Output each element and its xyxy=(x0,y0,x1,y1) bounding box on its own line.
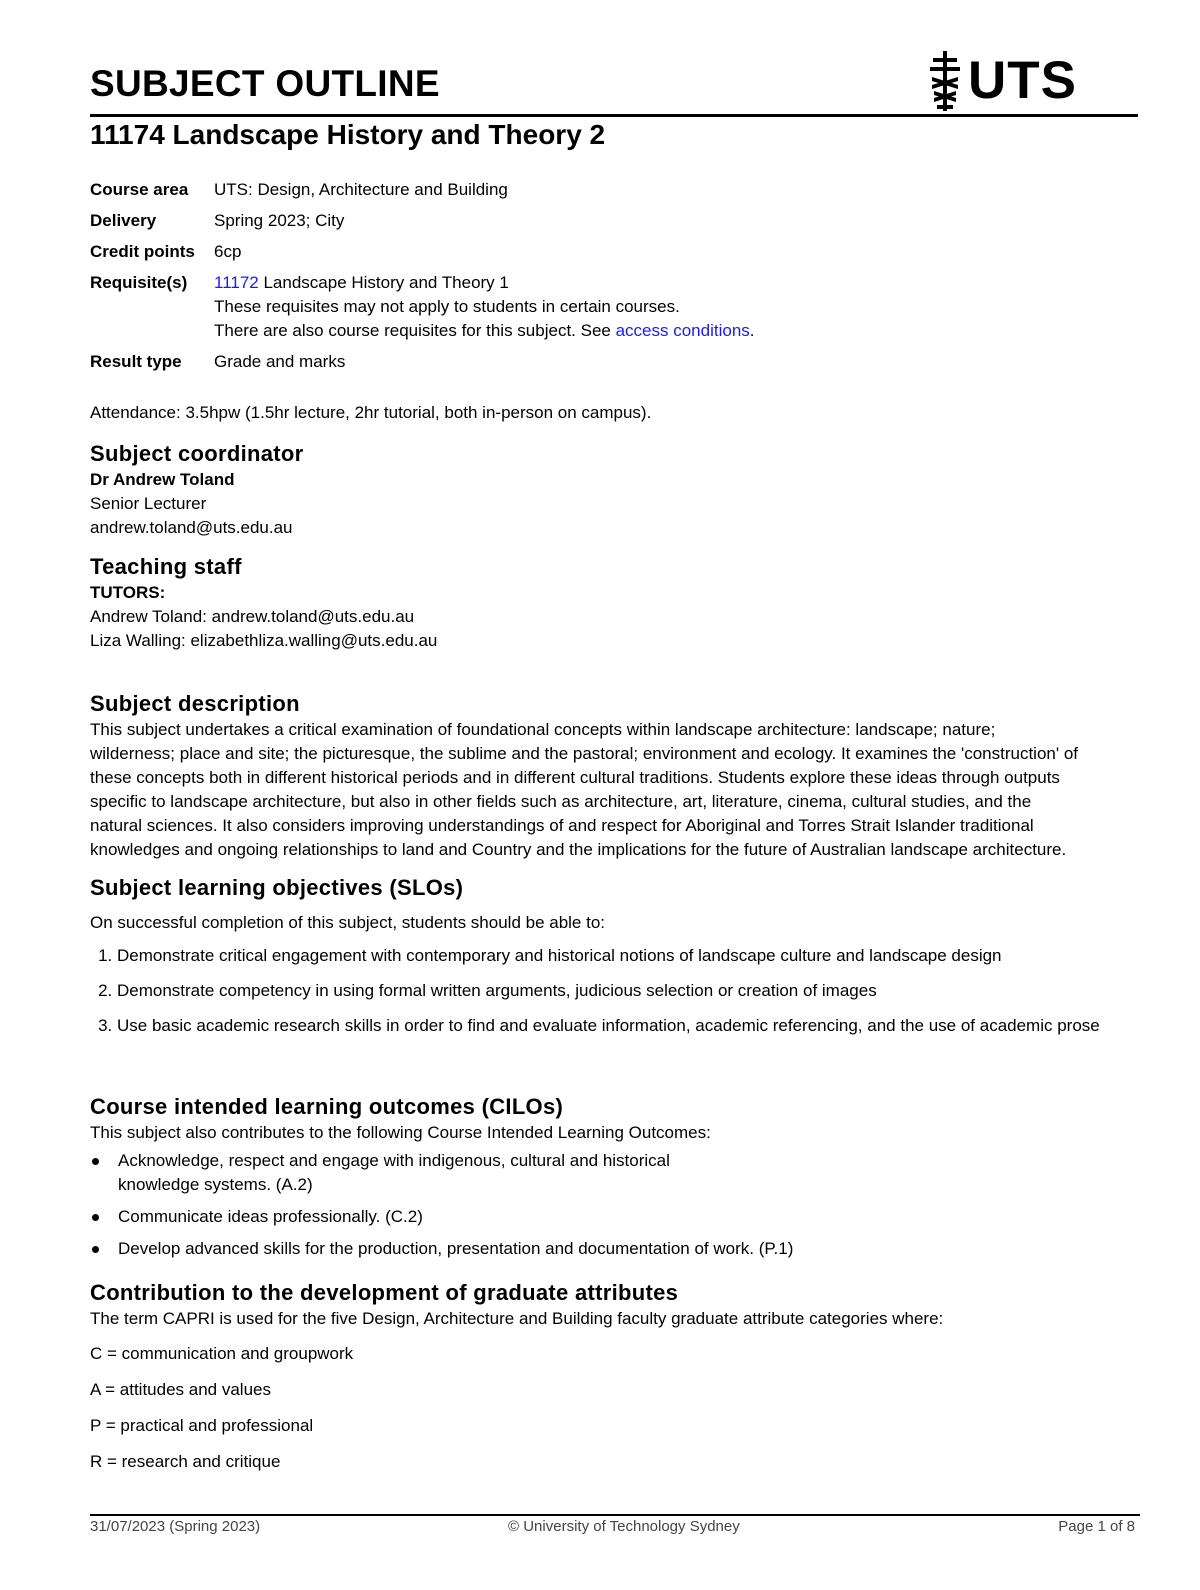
document-title: SUBJECT OUTLINE xyxy=(90,63,440,104)
graduate-attributes-heading: Contribution to the development of graduate attributes xyxy=(90,1280,679,1305)
description-line: wilderness; place and site; the picturesque, the sublime and the pastoral; environment and ecology. It examines the 'construction' of xyxy=(90,744,1079,763)
description-line: natural sciences. It also considers improving understandings of and respect for Aboriginal and Torres Strait Islander traditional xyxy=(90,816,1034,835)
requisites-row xyxy=(90,271,1130,343)
credit-points-label: Credit points xyxy=(90,242,195,261)
description-section xyxy=(90,690,1135,862)
coordinator-name: Dr Andrew Toland xyxy=(90,470,235,489)
cilo-item xyxy=(118,1205,1135,1229)
capri-item: A = attitudes and values xyxy=(90,1380,271,1399)
requisite-name: Landscape History and Theory 1 xyxy=(258,273,509,292)
description-line: specific to landscape architecture, but also in other fields such as architecture, art, literature, cinema, cultural studies, and the xyxy=(90,792,1032,811)
credit-points-value: 6cp xyxy=(214,242,242,261)
cilo-item xyxy=(118,1149,1135,1197)
footer-copyright: © University of Technology Sydney xyxy=(508,1518,740,1535)
footer-divider xyxy=(90,1514,1140,1516)
uts-logo xyxy=(928,48,1080,114)
coordinator-section xyxy=(90,440,1135,540)
slos-heading: Subject learning objectives (SLOs) xyxy=(90,875,464,900)
cilos-heading: Course intended learning outcomes (CILOs) xyxy=(90,1094,564,1119)
slos-list xyxy=(90,944,1135,1038)
graduate-attributes-intro: The term CAPRI is used for the five Design, Architecture and Building faculty graduate attribute categories where: xyxy=(90,1309,944,1328)
cilos-section xyxy=(90,1093,1135,1269)
slo-item: 2. Demonstrate competency in using formal written arguments, judicious selection or creation of images xyxy=(117,979,1135,1003)
bullet-icon xyxy=(92,1214,99,1221)
credit-points-row xyxy=(90,240,1130,264)
teaching-staff-heading: Teaching staff xyxy=(90,554,242,579)
subject-title: 11174 Landscape History and Theory 2 xyxy=(90,119,606,150)
uts-crest-icon xyxy=(928,49,962,113)
requisite-code-link[interactable]: 11172 xyxy=(214,273,259,292)
footer-date: 31/07/2023 (Spring 2023) xyxy=(90,1518,261,1535)
requisite-note: These requisites may not apply to students in certain courses. xyxy=(214,297,680,316)
coordinator-email[interactable]: andrew.toland@uts.edu.au xyxy=(90,518,293,537)
teaching-staff-section xyxy=(90,553,1135,653)
slo-item: 3. Use basic academic research skills in order to find and evaluate information, academic referencing, and the use of academic prose xyxy=(117,1014,1135,1038)
tutor-item: Liza Walling: elizabethliza.walling@uts.edu.au xyxy=(90,631,438,650)
requisite-course-note: There are also course requisites for this subject. See xyxy=(214,321,616,340)
capri-item: C = communication and groupwork xyxy=(90,1344,354,1363)
cilo-item xyxy=(118,1237,1135,1261)
tutor-item: Andrew Toland: andrew.toland@uts.edu.au xyxy=(90,607,415,626)
coordinator-role: Senior Lecturer xyxy=(90,494,207,513)
bullet-icon xyxy=(92,1246,99,1253)
course-area-row xyxy=(90,178,1130,202)
course-area-value: UTS: Design, Architecture and Building xyxy=(214,180,508,199)
description-line: these concepts both in different historical periods and in different cultural traditions. Students explore these ideas through outputs xyxy=(90,768,1060,787)
coordinator-heading: Subject coordinator xyxy=(90,441,304,466)
requisite-line xyxy=(214,271,1130,295)
tutors-label: TUTORS: xyxy=(90,583,166,602)
slos-intro: On successful completion of this subject, students should be able to: xyxy=(90,913,606,932)
cilo-text: Communicate ideas professionally. (C.2) xyxy=(118,1207,423,1226)
bullet-icon xyxy=(92,1158,99,1165)
delivery-row xyxy=(90,209,1130,233)
course-area-label: Course area xyxy=(90,180,189,199)
subject-meta xyxy=(90,178,1130,381)
slos-section xyxy=(90,874,1135,1049)
cilo-text: Acknowledge, respect and engage with indigenous, cultural and historical xyxy=(118,1151,670,1170)
requisites-value xyxy=(214,271,1130,343)
period: . xyxy=(749,321,755,340)
result-type-label: Result type xyxy=(90,352,182,371)
delivery-value: Spring 2023; City xyxy=(214,211,345,230)
requisite-course-note-line xyxy=(214,319,1130,343)
capri-item: R = research and critique xyxy=(90,1452,281,1471)
graduate-attributes-section xyxy=(90,1279,1135,1486)
footer-page-number: Page 1 of 8 xyxy=(1058,1518,1135,1535)
cilo-text: knowledge systems. (A.2) xyxy=(118,1175,313,1194)
logo-wordmark: UTS xyxy=(968,51,1077,110)
result-type-value: Grade and marks xyxy=(214,352,346,371)
description-line: This subject undertakes a critical examination of foundational concepts within landscape architecture: landscape; nature; xyxy=(90,720,996,739)
slo-item: 1. Demonstrate critical engagement with contemporary and historical notions of landscape culture and landscape design xyxy=(117,944,1135,968)
cilos-intro: This subject also contributes to the following Course Intended Learning Outcomes: xyxy=(90,1123,711,1142)
result-type-row xyxy=(90,350,1130,374)
capri-item: P = practical and professional xyxy=(90,1416,314,1435)
delivery-label: Delivery xyxy=(90,211,157,230)
description-heading: Subject description xyxy=(90,691,300,716)
access-conditions-link[interactable]: access conditions xyxy=(615,321,750,340)
requisites-label: Requisite(s) xyxy=(90,273,188,292)
attendance-text: Attendance: 3.5hpw (1.5hr lecture, 2hr tutorial, both in-person on campus). xyxy=(90,403,652,422)
cilos-list xyxy=(90,1149,1135,1261)
cilo-text: Develop advanced skills for the production, presentation and documentation of work. (P.1) xyxy=(118,1239,794,1258)
description-line: knowledges and ongoing relationships to land and Country and the implications for the future of Australian landscape architecture. xyxy=(90,840,1067,859)
page-footer xyxy=(90,1518,1135,1540)
